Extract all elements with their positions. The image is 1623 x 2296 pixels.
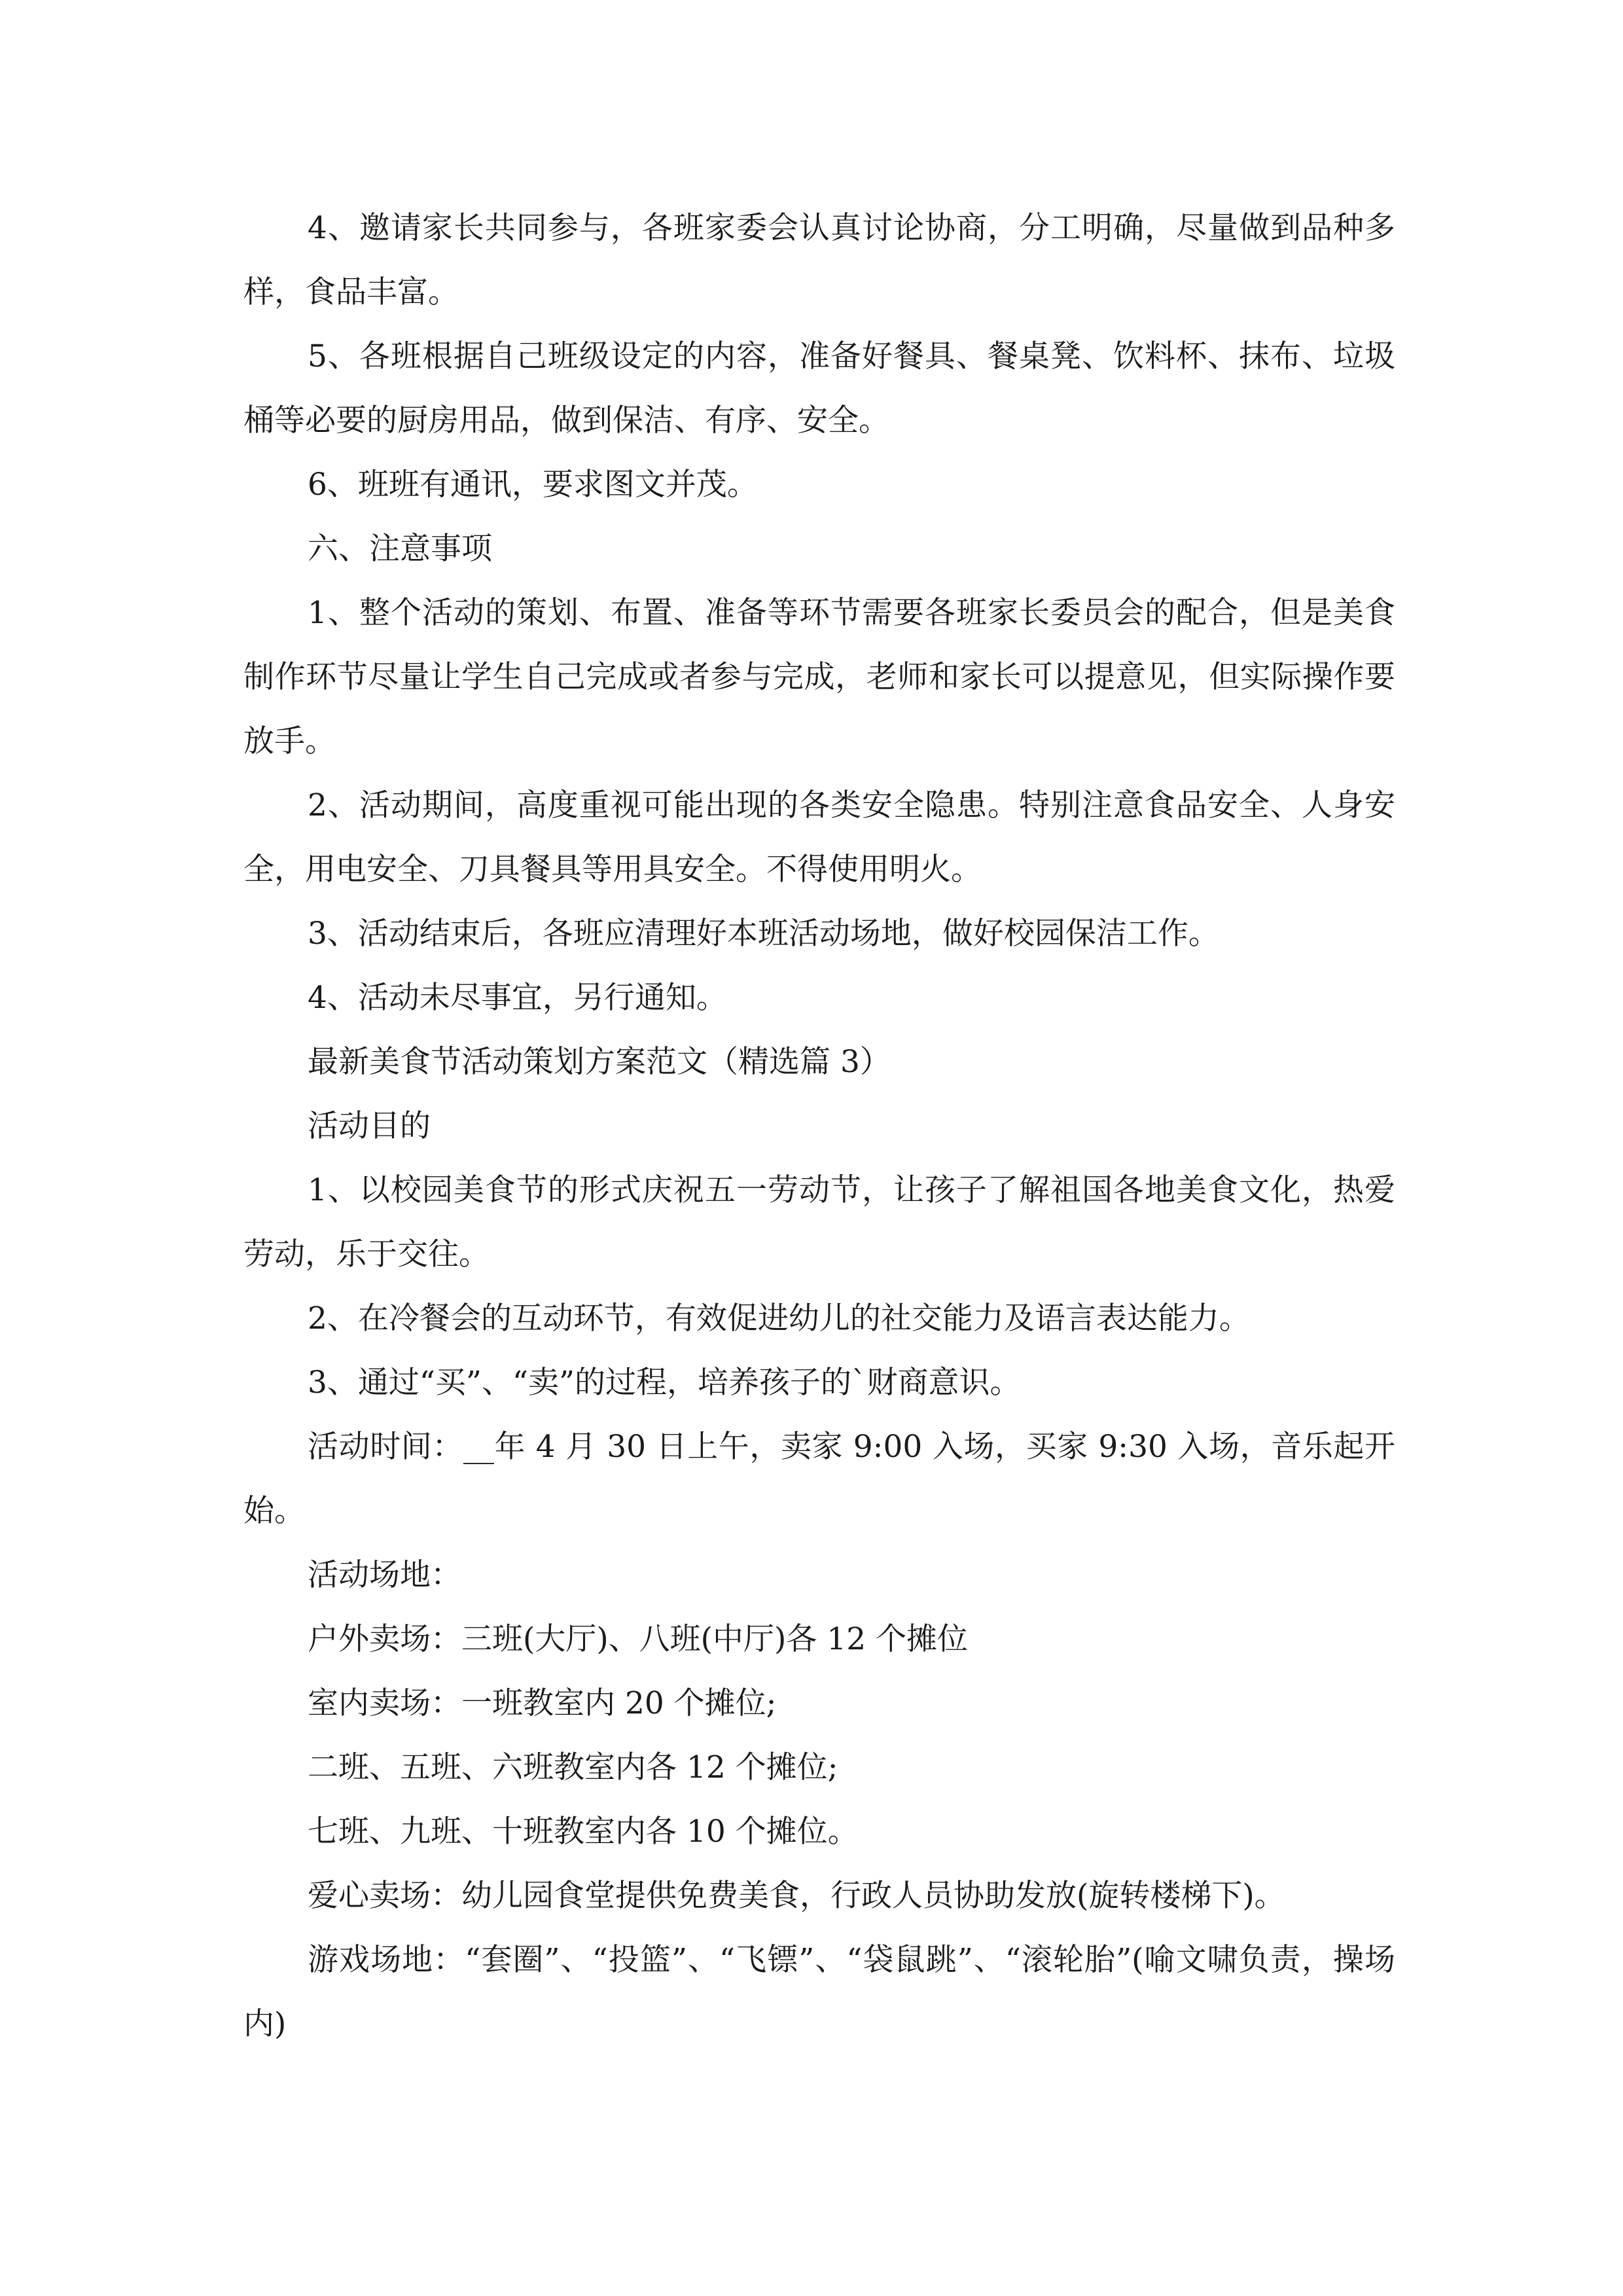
paragraph-game-area: 游戏场地：“套圈”、“投篮”、“飞镖”、“袋鼠跳”、“滚轮胎”(喻文啸负责，操场内): [243, 1942, 1395, 2042]
section-heading-notes: 六、注意事项: [308, 531, 492, 567]
paragraph-purpose-2: 2、在冷餐会的互动环节，有效促进幼儿的社交能力及语言表达能力。: [308, 1300, 1250, 1336]
paragraph-item-4-invite-parents: 4、邀请家长共同参与，各班家委会认真讨论协商，分工明确，尽量做到品种多样，食品丰富。: [243, 210, 1395, 310]
paragraph-item-6-class-newsletter: 6、班班有通讯，要求图文并茂。: [308, 467, 758, 503]
document-body: [243, 196, 1395, 2056]
section-heading-purpose: 活动目的: [308, 1108, 431, 1144]
paragraph-note-2-safety: 2、活动期间，高度重视可能出现的各类安全隐患。特别注意食品安全、人身安全，用电安全、刀具餐具等用具安全。不得使用明火。: [243, 787, 1395, 888]
paragraph-note-1-planning: 1、整个活动的策划、布置、准备等环节需要各班家长委员会的配合，但是美食制作环节尽量让学生自己完成或者参与完成，老师和家长可以提意见，但实际操作要放手。: [243, 595, 1395, 759]
paragraph-note-3-cleanup: 3、活动结束后，各班应清理好本班活动场地，做好校园保洁工作。: [308, 916, 1219, 952]
paragraph-activity-time: 活动时间：__年 4 月 30 日上午，卖家 9:00 入场，买家 9:30 入场，音乐起开始。: [243, 1429, 1395, 1529]
paragraph-charity-market: 爱心卖场：幼儿园食堂提供免费美食，行政人员协助发放(旋转楼梯下)。: [308, 1878, 1285, 1914]
paragraph-note-4-other: 4、活动未尽事宜，另行通知。: [308, 980, 727, 1016]
paragraph-purpose-3: 3、通过“买”、“卖”的过程，培养孩子的`财商意识。: [308, 1365, 1021, 1401]
paragraph-item-5-prepare-utensils: 5、各班根据自己班级设定的内容，准备好餐具、餐桌凳、饮料杯、抹布、垃圾桶等必要的厨房用品，做到保洁、有序、安全。: [243, 338, 1395, 439]
paragraph-classes-2-5-6: 二班、五班、六班教室内各 12 个摊位;: [308, 1749, 838, 1785]
paragraph-indoor-market: 室内卖场：一班教室内 20 个摊位;: [308, 1685, 777, 1721]
section-heading-venue: 活动场地：: [308, 1557, 461, 1593]
paragraph-classes-7-9-10: 七班、九班、十班教室内各 10 个摊位。: [308, 1814, 859, 1850]
paragraph-outdoor-market: 户外卖场：三班(大厅)、八班(中厅)各 12 个摊位: [308, 1621, 969, 1657]
paragraph-purpose-1: 1、以校园美食节的形式庆祝五一劳动节，让孩子了解祖国各地美食文化，热爱劳动，乐于交往。: [243, 1172, 1395, 1272]
article-title-selection-3: 最新美食节活动策划方案范文（精选篇 3）: [308, 1044, 891, 1080]
